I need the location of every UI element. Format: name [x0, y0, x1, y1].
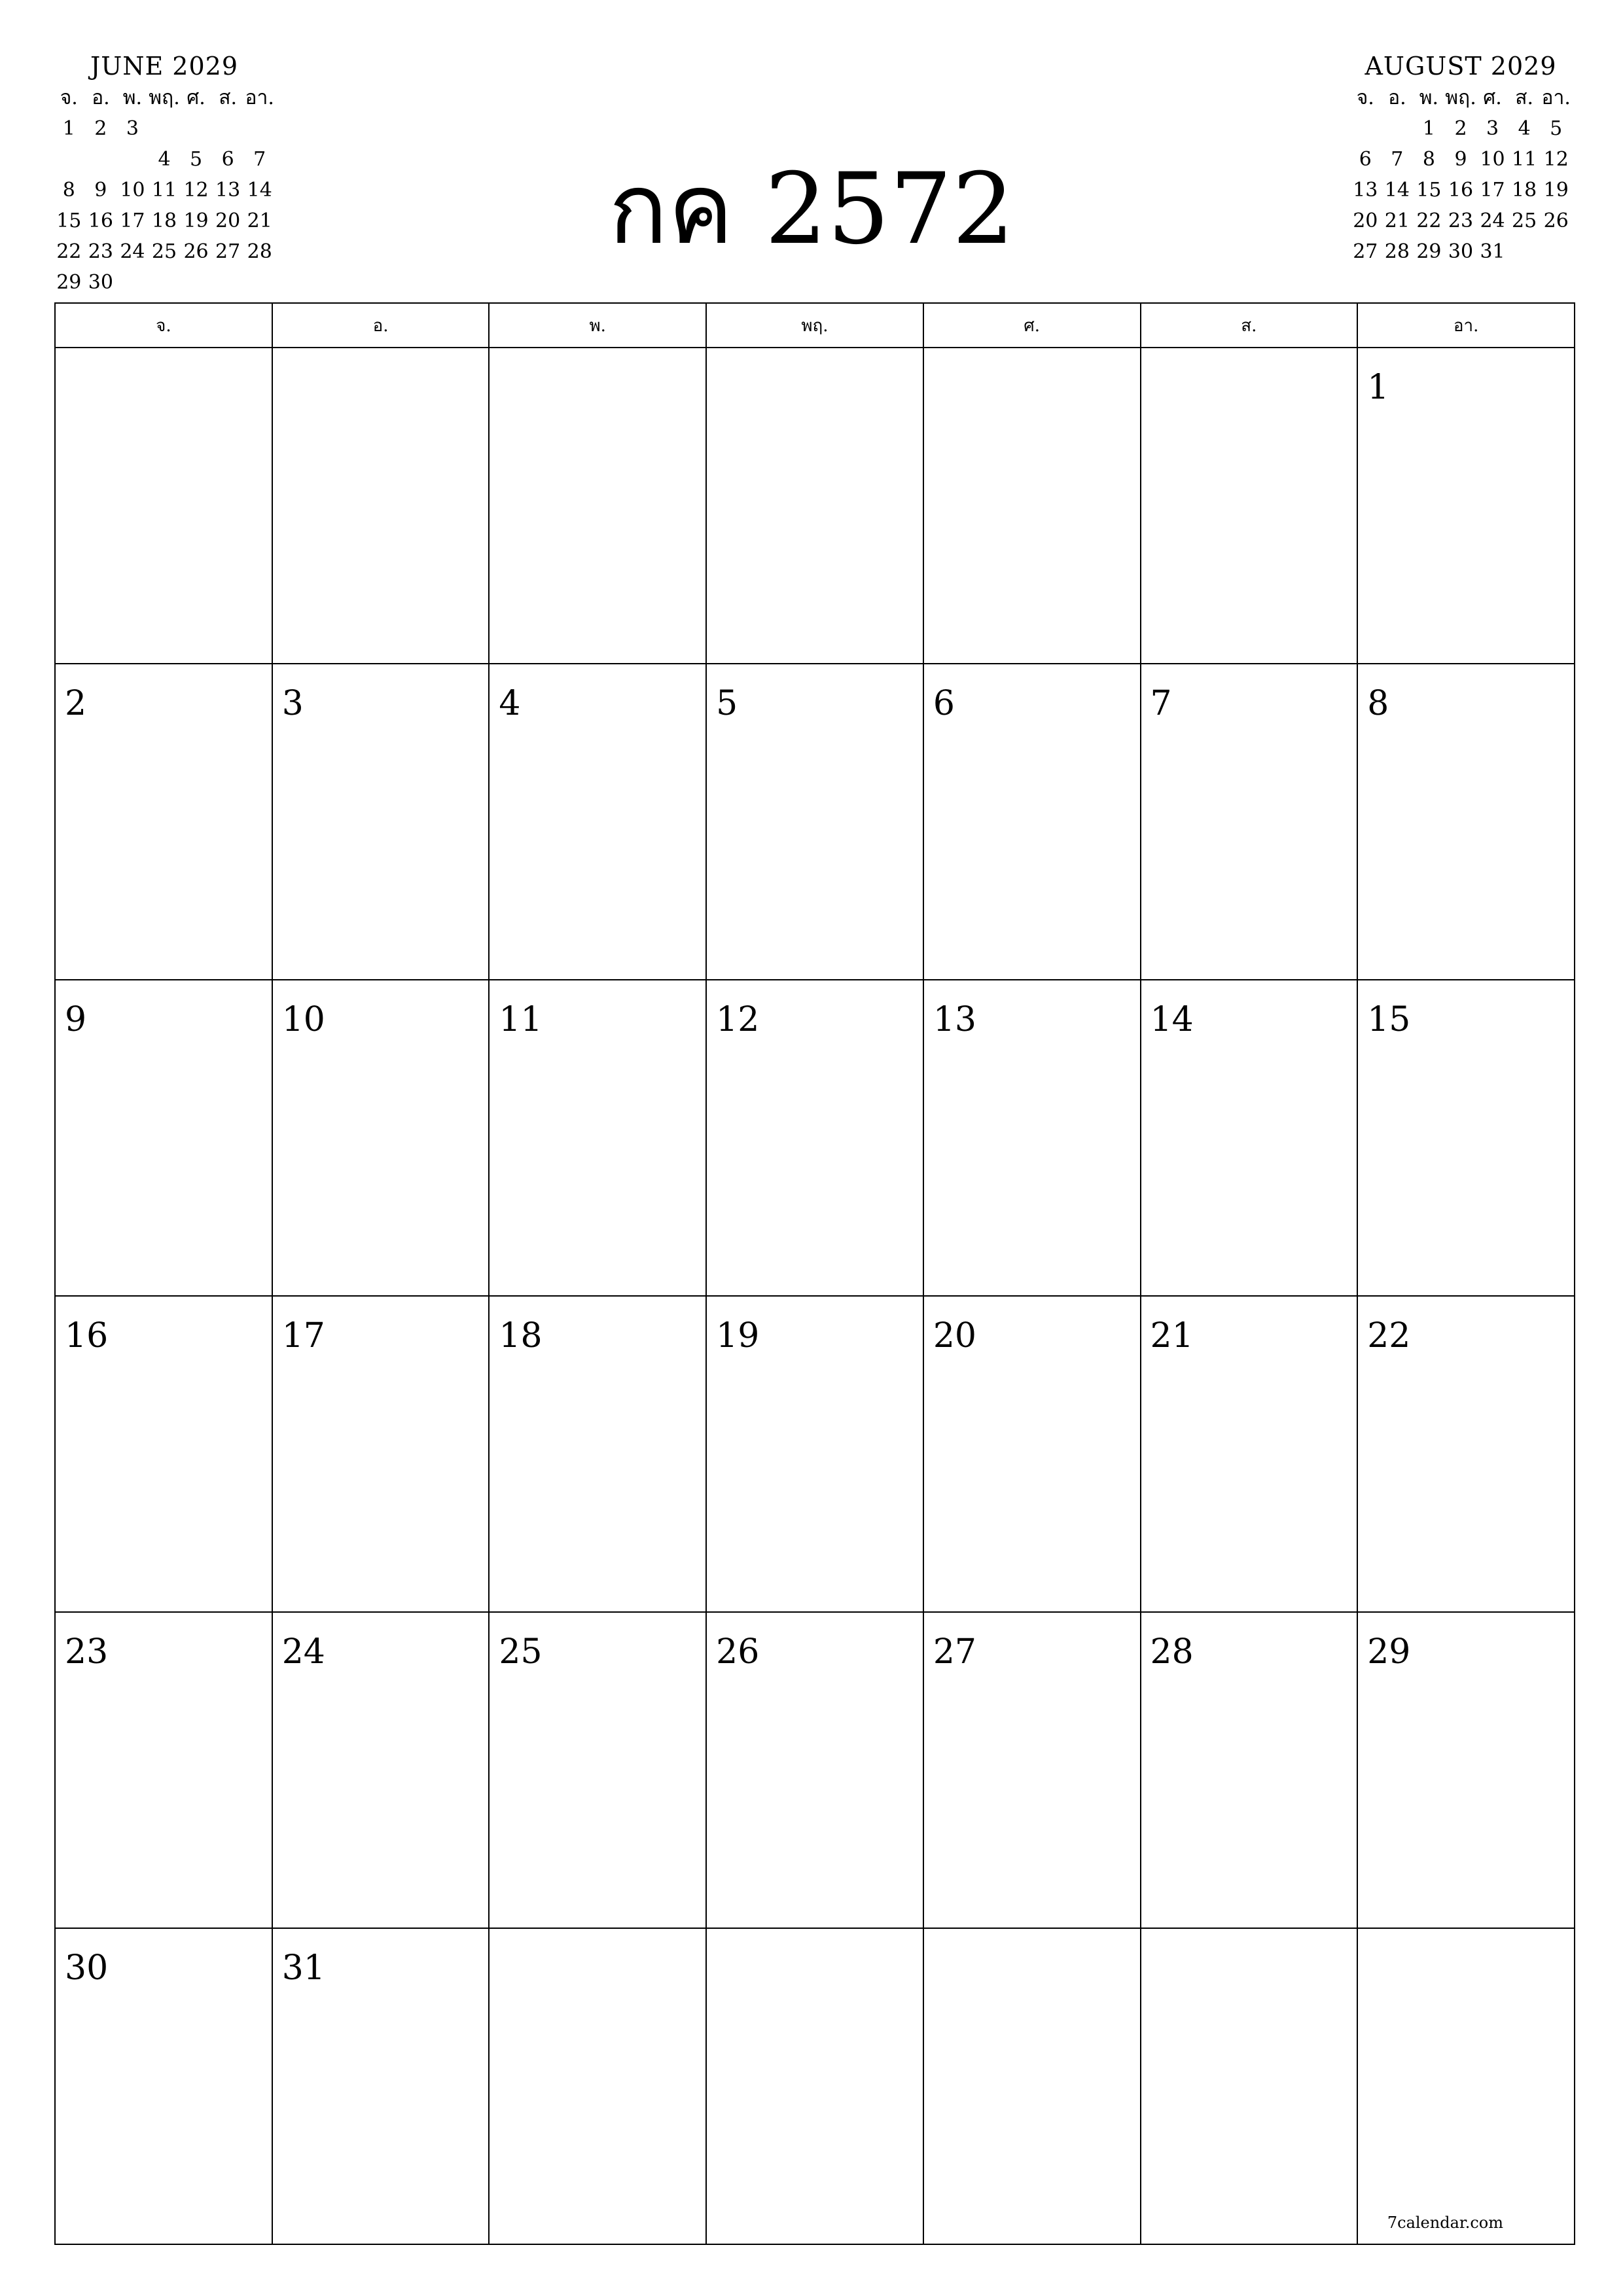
day-number: [490, 348, 705, 368]
mini-day-number: 17: [120, 209, 145, 232]
mini-day-number: 24: [120, 240, 145, 263]
mini-day-number: 1: [62, 117, 75, 140]
weekday-header: จ.: [55, 303, 272, 348]
day-number: [1358, 1929, 1574, 1948]
mini-day-number: 27: [1353, 240, 1378, 263]
mini-day-number: 3: [1486, 117, 1499, 140]
day-number: 5: [716, 684, 738, 723]
mini-day-number: 1: [1422, 117, 1435, 140]
mini-day-number: 9: [1454, 148, 1467, 171]
mini-day-number: 21: [247, 209, 272, 232]
day-number: 13: [933, 1000, 976, 1039]
day-cell: [1141, 1612, 1358, 1928]
mini-day-number: 20: [1353, 209, 1378, 232]
day-number: 25: [499, 1632, 543, 1672]
mini-day-number: [1382, 113, 1414, 144]
day-cell: [55, 1296, 272, 1612]
day-number: 20: [933, 1316, 976, 1355]
mini-day-number: 6: [1359, 148, 1372, 171]
day-cell: [1141, 1928, 1358, 2244]
mini-day-number: 3: [126, 117, 139, 140]
weekday-header: พ.: [489, 303, 706, 348]
mini-day-number: 20: [215, 209, 241, 232]
week-row: [55, 664, 1575, 980]
day-number: 3: [281, 684, 304, 723]
mini-day-number: 16: [88, 209, 113, 232]
day-cell: [706, 1612, 923, 1928]
day-cell: [272, 1612, 490, 1928]
day-cell: [55, 664, 272, 980]
mini-day-number: [180, 113, 212, 144]
day-cell: [923, 664, 1141, 980]
month-grid: [54, 302, 1575, 2245]
day-number: 29: [1367, 1632, 1411, 1672]
day-cell: [706, 1296, 923, 1612]
day-number: 8: [1367, 684, 1389, 723]
mini-day-number: 15: [56, 209, 82, 232]
week-row: [55, 980, 1575, 1296]
week-row: [55, 348, 1575, 664]
day-number: [924, 348, 1140, 368]
day-number: 23: [65, 1632, 109, 1672]
mini-day-number: 12: [1543, 148, 1569, 171]
mini-weekday-label: พฤ.: [149, 86, 180, 109]
mini-weekday-label: พ.: [1419, 86, 1439, 109]
mini-day-number: 14: [247, 179, 272, 202]
day-cell: [272, 980, 490, 1296]
day-number: [273, 348, 489, 368]
day-number: 11: [499, 1000, 543, 1039]
day-number: [924, 1929, 1140, 1948]
mini-day-number: 19: [183, 209, 209, 232]
weekday-header: อ.: [272, 303, 490, 348]
day-cell: [1357, 1612, 1575, 1928]
day-cell: [55, 980, 272, 1296]
day-number: 28: [1150, 1632, 1194, 1672]
mini-day-number: 2: [1454, 117, 1467, 140]
mini-day-number: 5: [190, 148, 203, 171]
day-number: 24: [281, 1632, 325, 1672]
mini-day-number: 10: [120, 179, 145, 202]
day-cell: [489, 980, 706, 1296]
day-number: 27: [933, 1632, 976, 1672]
mini-day-number: 5: [1550, 117, 1563, 140]
mini-day-number: [212, 113, 244, 144]
mini-day-number: 18: [151, 209, 177, 232]
weekday-header: อา.: [1357, 303, 1575, 348]
mini-day-number: 7: [253, 148, 266, 171]
mini-weekday-label: ศ.: [1483, 86, 1502, 109]
day-cell: [923, 980, 1141, 1296]
day-number: 19: [716, 1316, 760, 1355]
mini-day-number: 13: [1353, 179, 1378, 202]
day-cell: [55, 1612, 272, 1928]
mini-weekday-label: ส.: [219, 86, 238, 109]
day-number: 15: [1367, 1000, 1411, 1039]
mini-day-number: 14: [1384, 179, 1410, 202]
day-number: [56, 348, 272, 368]
mini-day-number: 25: [1512, 209, 1537, 232]
weekday-header-row: [55, 303, 1575, 348]
mini-day-number: 28: [247, 240, 272, 263]
mini-day-number: 9: [94, 179, 107, 202]
day-cell: [489, 1296, 706, 1612]
day-cell: [706, 664, 923, 980]
day-cell: [1357, 1928, 1575, 2244]
day-number: 16: [65, 1316, 109, 1355]
day-number: 30: [65, 1948, 109, 1988]
mini-day-number: 27: [215, 240, 241, 263]
day-number: 12: [716, 1000, 760, 1039]
day-cell: [923, 1928, 1141, 2244]
mini-day-number: 21: [1384, 209, 1410, 232]
mini-day-number: 30: [88, 271, 113, 294]
day-cell: [55, 1928, 272, 2244]
day-cell: [272, 1928, 490, 2244]
day-cell: [55, 348, 272, 664]
mini-weekday-label: ศ.: [187, 86, 205, 109]
day-number: 1: [1367, 368, 1389, 407]
mini-day-number: [243, 113, 276, 144]
mini-weekday-label: ส.: [1515, 86, 1534, 109]
day-number: 7: [1150, 684, 1172, 723]
mini-day-number: 28: [1384, 240, 1410, 263]
mini-day-number: 8: [1422, 148, 1435, 171]
mini-calendar-august: [1349, 50, 1572, 267]
mini-day-number: 18: [1512, 179, 1537, 202]
day-number: [1141, 1929, 1357, 1948]
day-cell: [706, 348, 923, 664]
day-number: [707, 1929, 923, 1948]
mini-day-number: 19: [1543, 179, 1569, 202]
week-row: [55, 1928, 1575, 2244]
mini-day-number: 26: [183, 240, 209, 263]
page-title: กค 2572: [608, 152, 1015, 266]
day-number: 4: [499, 684, 521, 723]
day-number: 14: [1150, 1000, 1194, 1039]
mini-day-number: 16: [1448, 179, 1474, 202]
day-number: 6: [933, 684, 955, 723]
day-number: 10: [281, 1000, 325, 1039]
week-row: [55, 1296, 1575, 1612]
day-number: 22: [1367, 1316, 1411, 1355]
mini-day-number: [149, 113, 181, 144]
day-number: 18: [499, 1316, 543, 1355]
mini-calendar-grid: [1349, 82, 1572, 267]
mini-day-number: 10: [1480, 148, 1505, 171]
mini-day-number: 4: [158, 148, 171, 171]
day-number: [1141, 348, 1357, 368]
day-cell: [1141, 980, 1358, 1296]
mini-day-number: 8: [62, 179, 75, 202]
weekday-header: ศ.: [923, 303, 1141, 348]
mini-weekday-label: จ.: [60, 86, 78, 109]
mini-weekday-label: อ.: [92, 86, 110, 109]
week-row: [55, 1612, 1575, 1928]
day-number: 26: [716, 1632, 760, 1672]
mini-day-number: 11: [1512, 148, 1537, 171]
mini-day-number: 26: [1543, 209, 1569, 232]
day-number: [490, 1929, 705, 1948]
day-number: 21: [1150, 1316, 1194, 1355]
day-cell: [1357, 980, 1575, 1296]
day-cell: [489, 348, 706, 664]
day-cell: [706, 1928, 923, 2244]
day-cell: [923, 1296, 1141, 1612]
mini-day-number: 4: [1518, 117, 1531, 140]
day-cell: [923, 348, 1141, 664]
mini-weekday-label: พ.: [122, 86, 143, 109]
mini-weekday-label: อ.: [1388, 86, 1406, 109]
day-cell: [1141, 348, 1358, 664]
mini-weekday-label: พฤ.: [1445, 86, 1476, 109]
mini-day-number: 12: [183, 179, 209, 202]
day-cell: [272, 664, 490, 980]
mini-day-number: 29: [56, 271, 82, 294]
mini-day-number: 23: [88, 240, 113, 263]
mini-day-number: 29: [1416, 240, 1442, 263]
site-credit: 7calendar.com: [1387, 2214, 1503, 2232]
mini-weekday-label: จ.: [1356, 86, 1374, 109]
mini-day-number: 25: [151, 240, 177, 263]
day-cell: [1357, 664, 1575, 980]
day-number: 9: [65, 1000, 87, 1039]
mini-day-number: 24: [1480, 209, 1505, 232]
mini-day-number: 31: [1480, 240, 1505, 263]
day-number: 2: [65, 684, 87, 723]
mini-day-number: 30: [1448, 240, 1474, 263]
mini-day-number: 2: [94, 117, 107, 140]
day-cell: [1141, 664, 1358, 980]
day-cell: [489, 664, 706, 980]
day-number: [707, 348, 923, 368]
mini-weekday-label: อา.: [1541, 86, 1571, 109]
day-cell: [1357, 348, 1575, 664]
mini-day-number: 22: [1416, 209, 1442, 232]
mini-day-number: 11: [151, 179, 177, 202]
mini-day-number: 23: [1448, 209, 1474, 232]
mini-day-number: 17: [1480, 179, 1505, 202]
day-cell: [489, 1612, 706, 1928]
day-number: 17: [281, 1316, 325, 1355]
mini-day-number: [1349, 113, 1382, 144]
weekday-header: พฤ.: [706, 303, 923, 348]
mini-calendar-title: JUNE 2029: [90, 52, 239, 81]
day-number: 31: [281, 1948, 325, 1988]
day-cell: [923, 1612, 1141, 1928]
day-cell: [706, 980, 923, 1296]
day-cell: [272, 348, 490, 664]
mini-day-number: 22: [56, 240, 82, 263]
mini-day-number: 13: [215, 179, 241, 202]
weekday-header: ส.: [1141, 303, 1358, 348]
day-cell: [1357, 1296, 1575, 1612]
mini-weekday-label: อา.: [245, 86, 274, 109]
mini-day-number: 7: [1391, 148, 1404, 171]
mini-day-number: 6: [221, 148, 234, 171]
day-cell: [489, 1928, 706, 2244]
mini-calendar-title: AUGUST 2029: [1364, 52, 1557, 81]
day-cell: [272, 1296, 490, 1612]
mini-day-number: 15: [1416, 179, 1442, 202]
day-cell: [1141, 1296, 1358, 1612]
